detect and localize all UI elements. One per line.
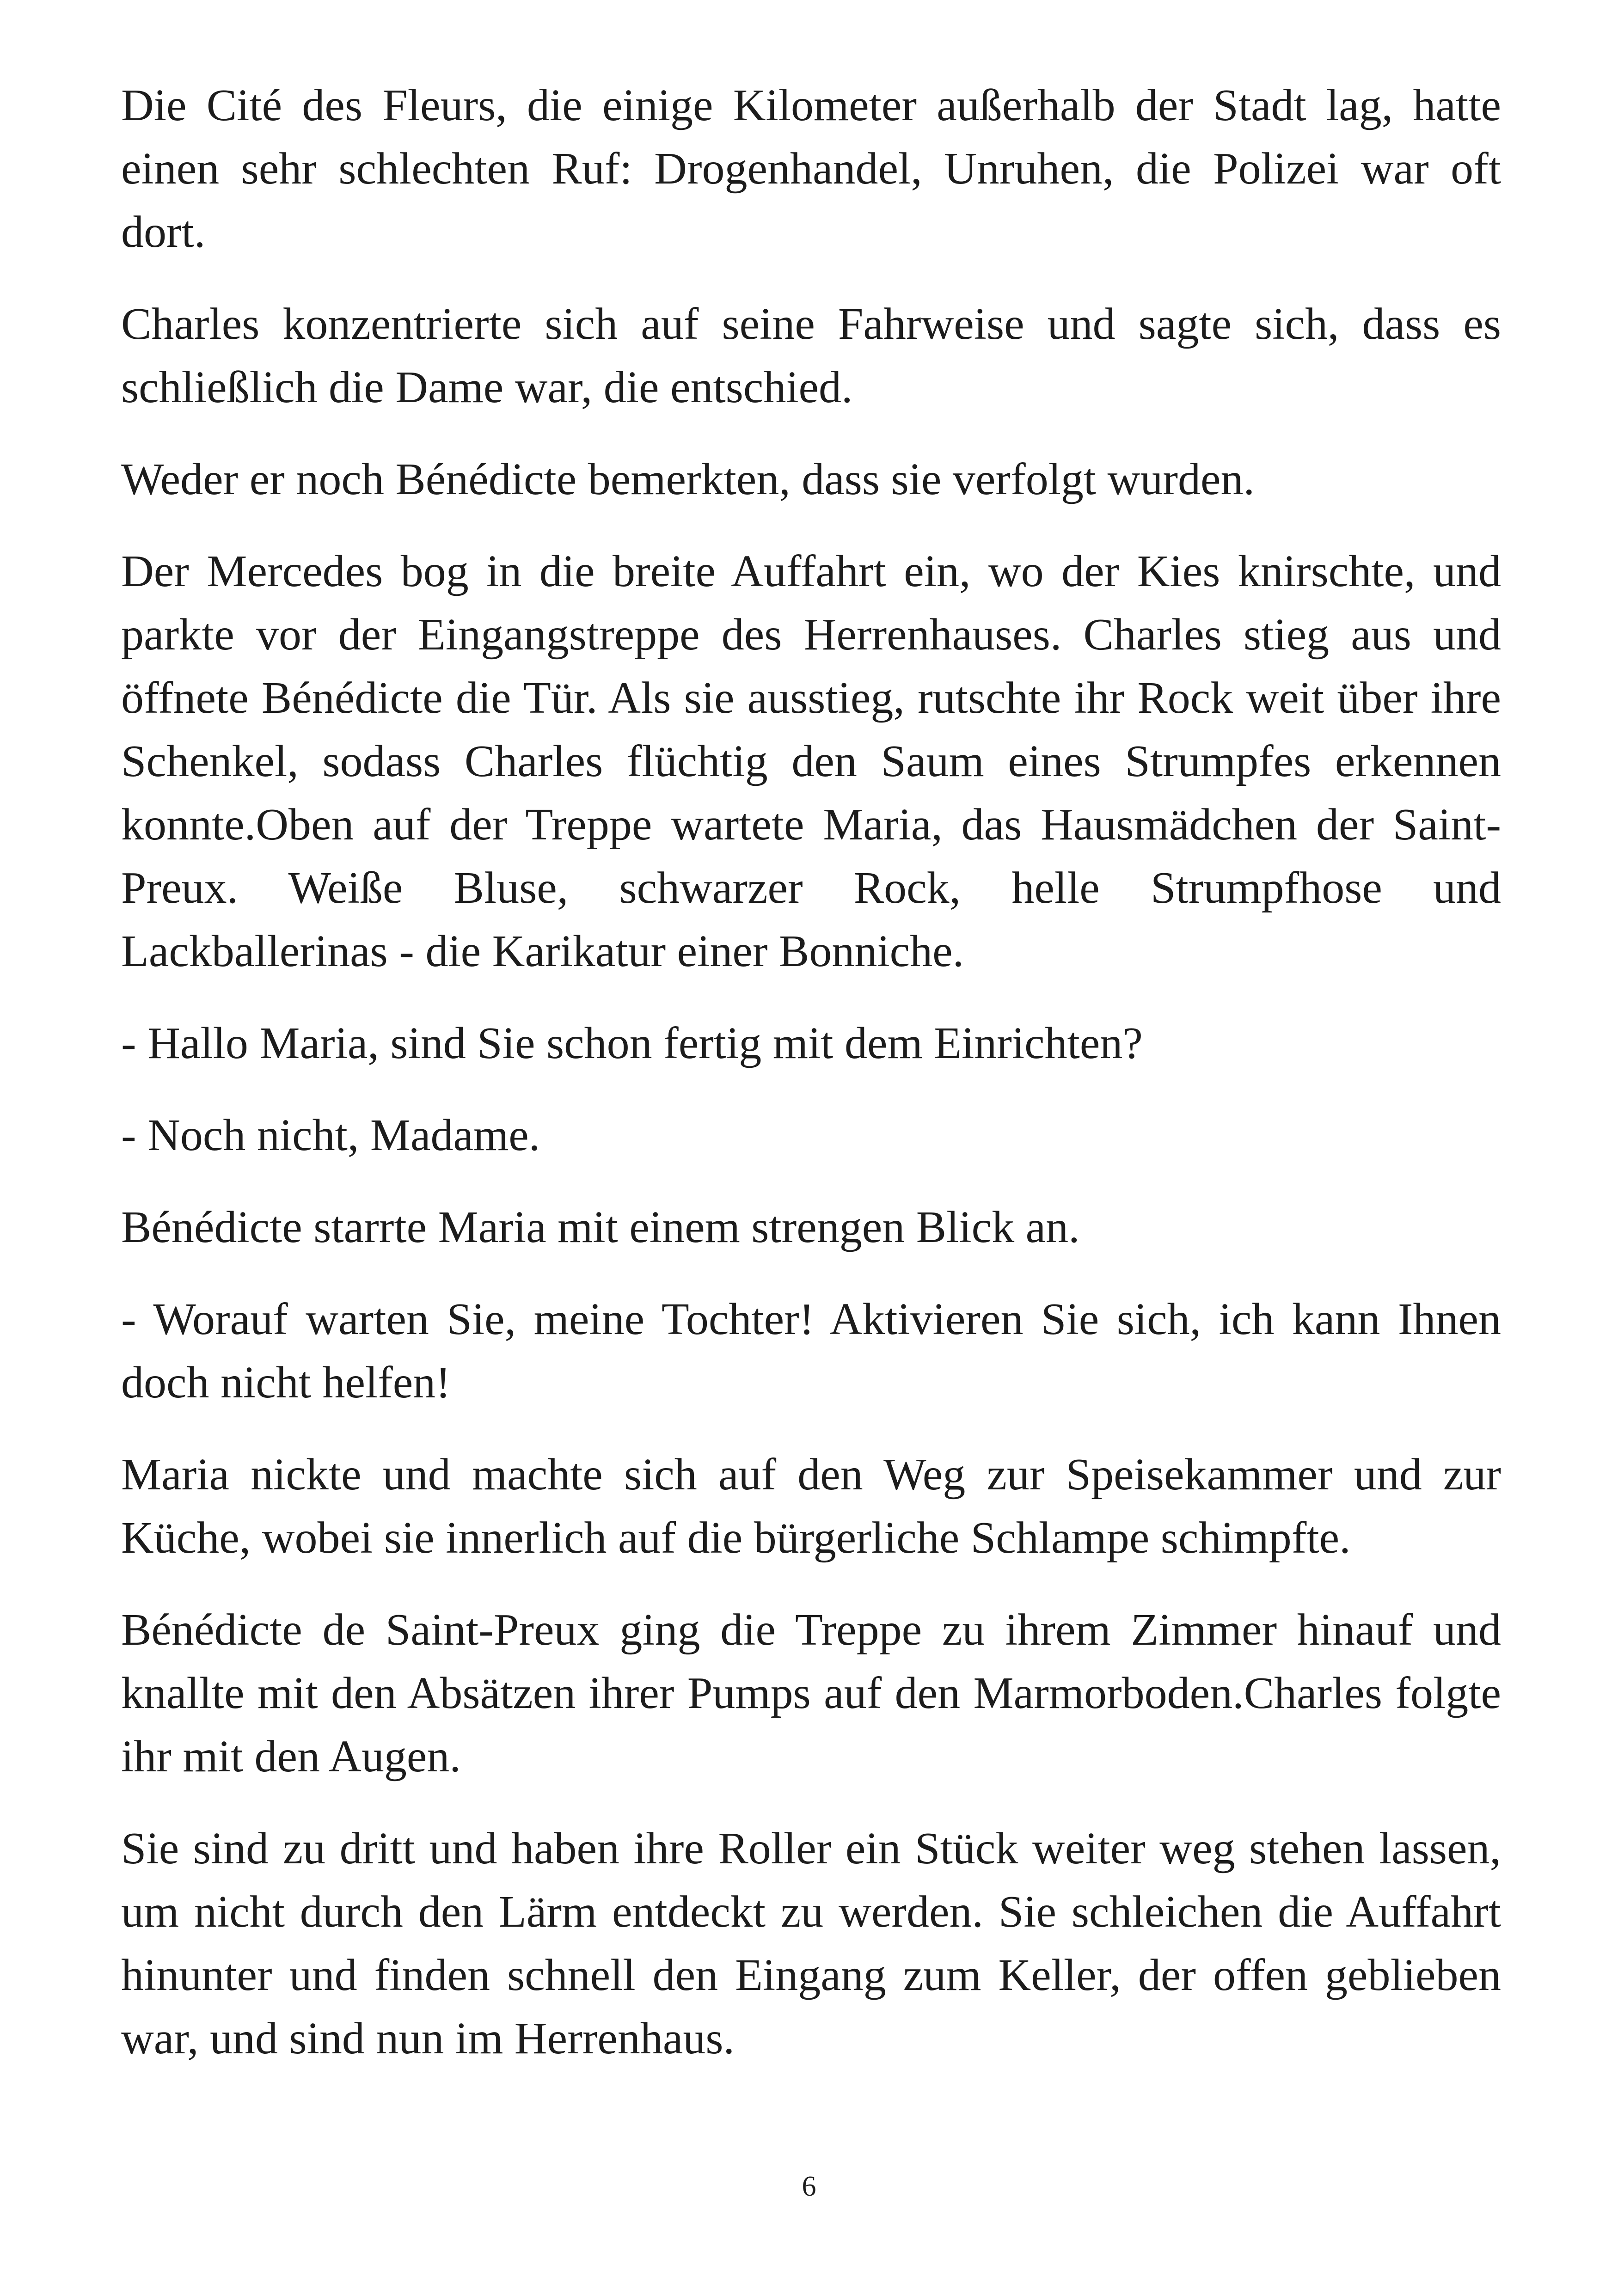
paragraph: Weder er noch Bénédicte bemerkten, dass sie verfolgt wurden. [121,454,1255,504]
dialogue-line: - Hallo Maria, sind Sie schon fertig mit dem Einrichten? [121,1018,1143,1068]
page-body [121,74,1501,2070]
paragraph: Bénédicte starrte Maria mit einem strengen Blick an. [121,1202,1080,1252]
paragraph: Die Cité des Fleurs, die einige Kilometer außerhalb der Stadt lag, hatte einen sehr schlechten Ruf: Drogenhandel, Unruhen, die Polizei war oft dort. [121,80,1501,257]
page-number: 6 [802,2171,816,2202]
paragraph: Charles konzentrierte sich auf seine Fahrweise und sagte sich, dass es schließlich die Dame war, die entschied. [121,299,1501,412]
paragraph: Der Mercedes bog in die breite Auffahrt ein, wo der Kies knirschte, und parkte vor der Eingangstreppe des Herrenhauses. Charles stieg aus und öffnete Bénédicte die Tür. Als sie ausstieg, rutschte ihr Rock weit über ihre Schenkel, sodass Charles flüchtig den Saum eines Strumpfes erkennen konnte.Oben auf der Treppe wartete Maria, das Hausmädchen der Saint-Preux. Weiße Bluse, schwarzer Rock, helle Strumpfhose und Lackballerinas - die Karikatur einer Bonniche. [121,546,1501,976]
paragraph: Maria nickte und machte sich auf den Weg zur Speisekammer und zur Küche, wobei sie innerlich auf die bürgerliche Schlampe schimpfte. [121,1450,1501,1563]
dialogue-line: - Noch nicht, Madame. [121,1110,540,1160]
paragraph: Sie sind zu dritt und haben ihre Roller ein Stück weiter weg stehen lassen, um nicht durch den Lärm entdeckt zu werden. Sie schleichen die Auffahrt hinunter und finden schnell den Eingang zum Keller, der offen geblieben war, und sind nun im Herrenhaus. [121,1824,1501,2063]
paragraph: Bénédicte de Saint-Preux ging die Treppe zu ihrem Zimmer hinauf und knallte mit den Absätzen ihrer Pumps auf den Marmorboden.Charles folgte ihr mit den Augen. [121,1605,1501,1782]
dialogue-line: - Worauf warten Sie, meine Tochter! Aktivieren Sie sich, ich kann Ihnen doch nicht helfen! [121,1294,1501,1408]
